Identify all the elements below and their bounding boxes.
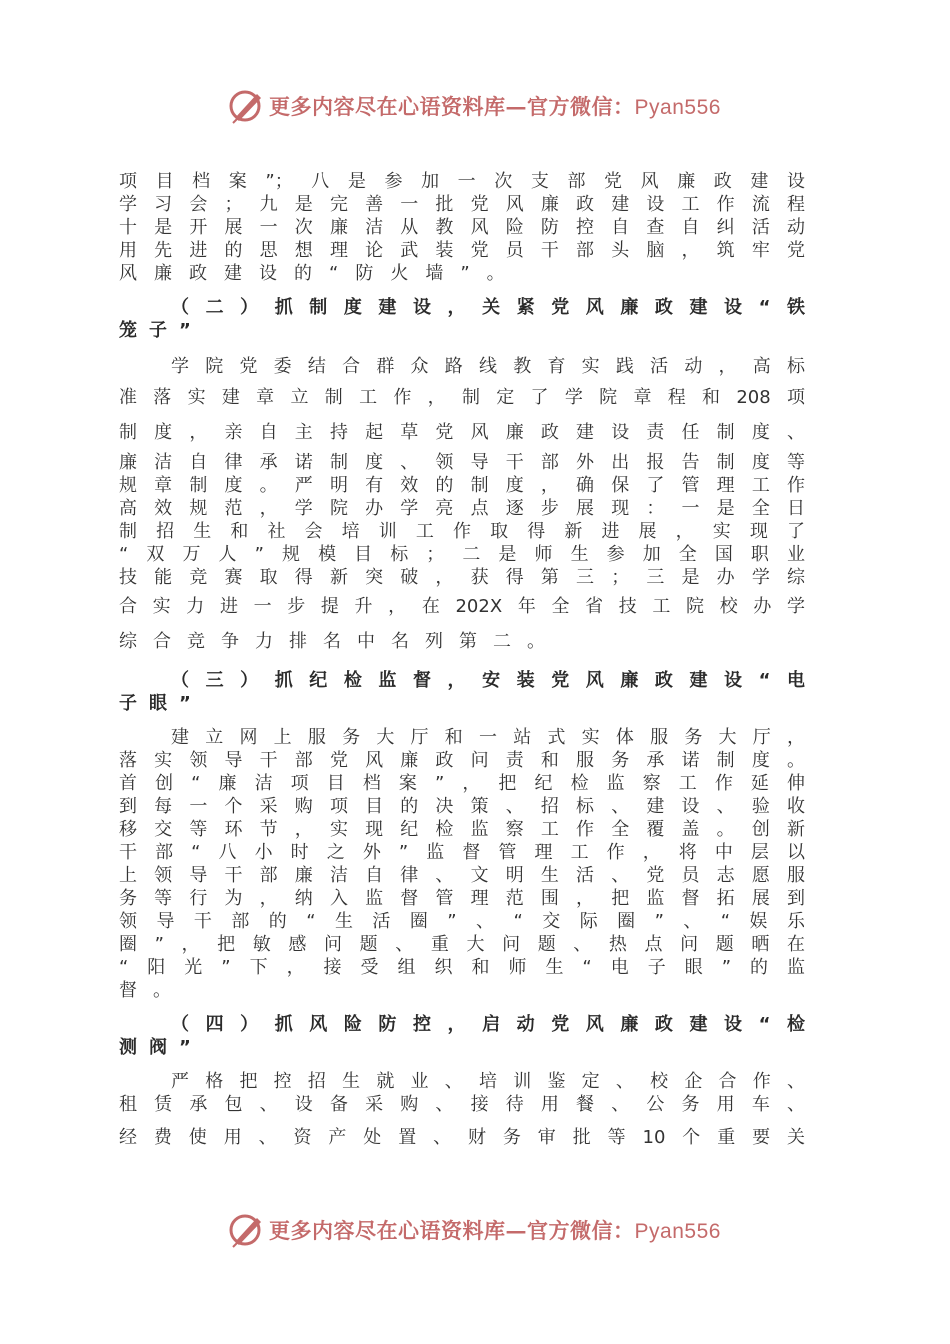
section-heading: 笼子” xyxy=(119,320,203,341)
pen-logo-icon xyxy=(229,88,265,124)
header-watermark xyxy=(0,84,950,128)
section-heading: （三）抓纪检监督，安装党风廉政建设“电 xyxy=(171,670,805,691)
pen-logo-icon xyxy=(229,1212,265,1248)
text-line: 准落实建章立制工作，制定了学院章程和208项 xyxy=(119,387,805,408)
document-body xyxy=(119,170,805,1160)
text-line: 学习会；九是完善一批党风廉政建设工作流程 xyxy=(119,194,805,215)
text-line: 建立网上服务大厅和一站式实体服务大厅， xyxy=(171,727,805,748)
text-line: 到每一个采购项目的决策、招标、建设、验收 xyxy=(119,796,805,817)
text-line: 务等行为，纳入监督管理范围，把监督拓展到 xyxy=(119,888,805,909)
text-line: 制招生和社会培训工作取得新进展，实现了 xyxy=(119,521,805,542)
text-line: 廉洁自律承诺制度、领导干部外出报告制度等 xyxy=(119,452,805,473)
footer-watermark xyxy=(0,1208,950,1252)
section-heading: （二）抓制度建设，关紧党风廉政建设“铁 xyxy=(171,297,805,318)
text-line: 经费使用、资产处置、财务审批等10个重要关 xyxy=(119,1127,805,1148)
text-line: 合实力进一步提升，在202X年全省技工院校办学 xyxy=(119,596,805,617)
text-line: 项目档案”；八是参加一次支部党风廉政建设 xyxy=(119,171,805,192)
text-line: “阳光”下，接受组织和师生“电子眼”的监 xyxy=(119,957,805,978)
text-line: 十是开展一次廉洁从教风险防控自查自纠活动 xyxy=(119,217,805,238)
text-line: 圈”，把敏感问题、重大问题、热点问题晒在 xyxy=(119,934,805,955)
text-line: 领导干部的“生活圈”、“交际圈”、“娱乐 xyxy=(119,911,805,932)
text-line: 上领导干部廉洁自律、文明生活、党员志愿服 xyxy=(119,865,805,886)
text-line: 用先进的思想理论武装党员干部头脑，筑牢党 xyxy=(119,240,805,261)
banner-text: 更多内容尽在心语资料库—官方微信：Pyan556 xyxy=(269,1218,721,1243)
section-heading: 测阀” xyxy=(119,1037,203,1058)
text-line: 技能竞赛取得新突破，获得第三；三是办学综 xyxy=(119,567,805,588)
text-line: 督。 xyxy=(119,980,187,1001)
text-line: 学院党委结合群众路线教育实践活动，高标 xyxy=(171,356,805,377)
text-line: 落实领导干部党风廉政问责和服务承诺制度。 xyxy=(119,750,805,771)
text-line: “双万人”规模目标；二是师生参加全国职业 xyxy=(119,544,805,565)
text-line: 规章制度。严明有效的制度，确保了管理工作 xyxy=(119,475,805,496)
text-line: 移交等环节，实现纪检监察工作全覆盖。创新 xyxy=(119,819,805,840)
text-line: 风廉政建设的“防火墙”。 xyxy=(119,263,522,284)
text-line: 综合竞争力排名中名列第二。 xyxy=(119,631,561,652)
text-line: 高效规范，学院办学亮点逐步展现：一是全日 xyxy=(119,498,805,519)
section-heading: （四）抓风险防控，启动党风廉政建设“检 xyxy=(171,1014,805,1035)
text-line: 制度，亲自主持起草党风廉政建设责任制度、 xyxy=(119,422,805,443)
banner-text: 更多内容尽在心语资料库—官方微信：Pyan556 xyxy=(269,94,721,119)
text-line: 租赁承包、设备采购、接待用餐、公务用车、 xyxy=(119,1094,805,1115)
text-line: 干部“八小时之外”监督管理工作，将中层以 xyxy=(119,842,805,863)
text-line: 严格把控招生就业、培训鉴定、校企合作、 xyxy=(171,1071,805,1092)
section-heading: 子眼” xyxy=(119,693,203,714)
text-line: 首创“廉洁项目档案”，把纪检监察工作延伸 xyxy=(119,773,805,794)
